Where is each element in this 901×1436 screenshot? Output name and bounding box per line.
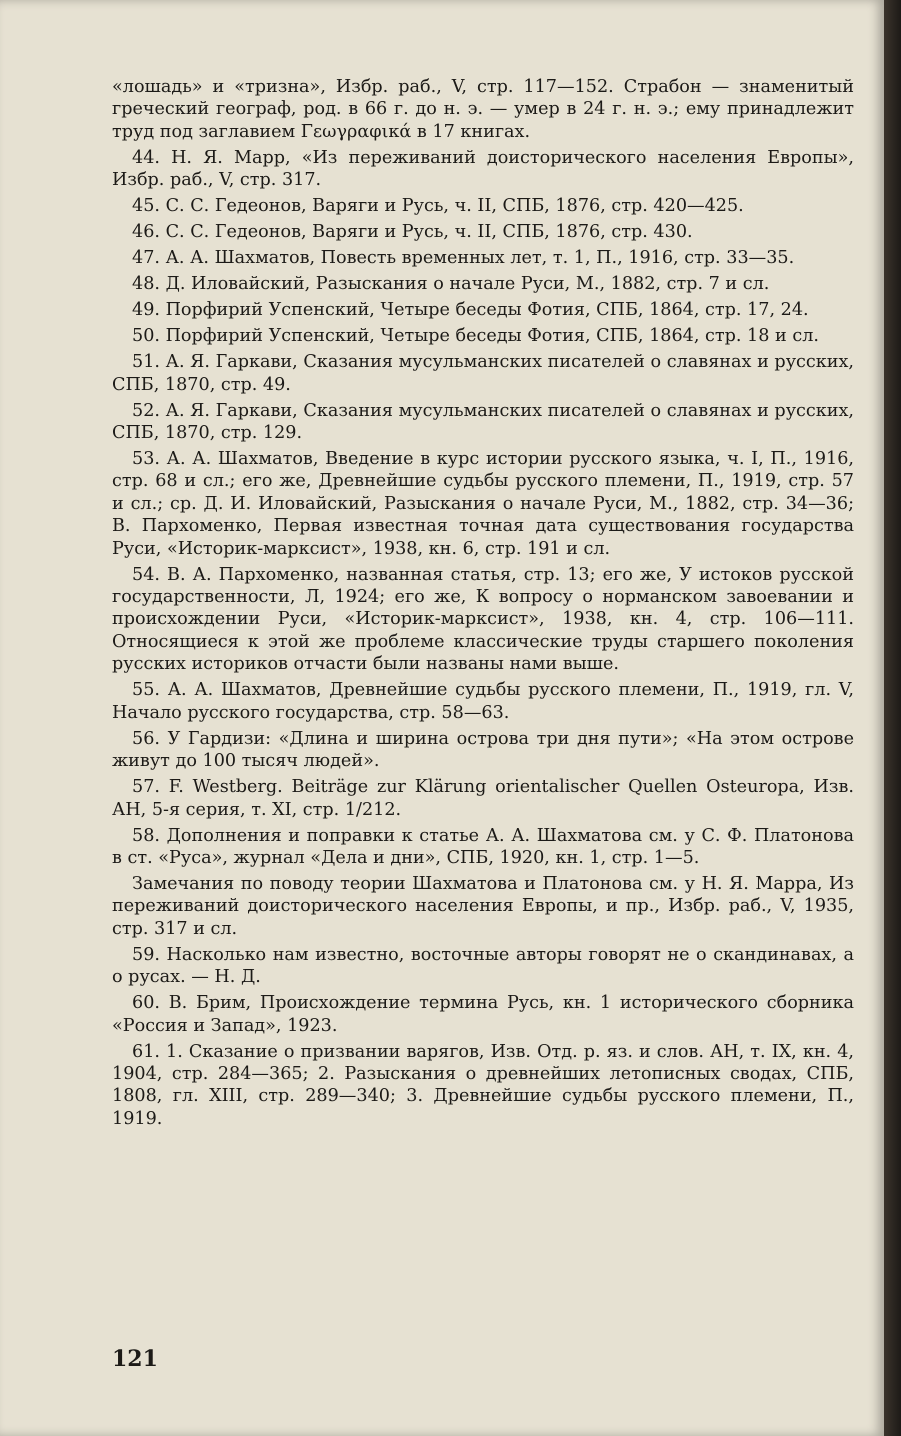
footnote-45: 45. С. С. Гедеонов, Варяги и Русь, ч. II, СПБ, 1876, стр. 420—425. <box>132 196 744 217</box>
footnote-48: 48. Д. Иловайский, Разыскания о начале Руси, М., 1882, стр. 7 и сл. <box>132 274 770 295</box>
footnote-58-remark: Замечания по поводу теории Шахматова и Платонова см. у Н. Я. Марра, Из переживаний доисторического населения Европы, и пр., Избр. раб., V, 1935, стр. 317 и сл. <box>112 873 854 939</box>
footnote-49: 49. Порфирий Успенский, Четыре беседы Фотия, СПБ, 1864, стр. 17, 24. <box>132 300 809 321</box>
footnote-47: 47. А. А. Шахматов, Повесть временных лет, т. 1, П., 1916, стр. 33—35. <box>132 248 795 269</box>
footnote-57: 57. F. Westberg. Beiträge zur Klärung orientalischer Quellen Osteuropa, Изв. АН, 5-я серия, т. XI, стр. 1/212. <box>112 777 854 820</box>
footnote-51: 51. А. Я. Гаркави, Сказания мусульманских писателей о славянах и русских, СПБ, 1870, стр. 49. <box>112 352 854 395</box>
footnote-52: 52. А. Я. Гаркави, Сказания мусульманских писателей о славянах и русских, СПБ, 1870, стр. 129. <box>112 400 854 444</box>
footnote-50: 50. Порфирий Успенский, Четыре беседы Фотия, СПБ, 1864, стр. 18 и сл. <box>132 326 819 347</box>
footnotes-text <box>112 76 854 1134</box>
footnote-56: 56. У Гардизи: «Длина и ширина острова три дня пути»; «На этом острове живут до 100 тысяч людей». <box>112 728 854 772</box>
footnote-60: 60. В. Брим, Происхождение термина Русь, кн. 1 исторического сборника «Россия и Запад», 1923. <box>112 993 854 1036</box>
footnote-59: 59. Насколько нам известно, восточные авторы говорят не о скандинавах, а о русах. — Н. Д. <box>112 944 854 988</box>
footnote-46: 46. С. С. Гедеонов, Варяги и Русь, ч. II, СПБ, 1876, стр. 430. <box>132 222 693 243</box>
footnote-44: 44. Н. Я. Марр, «Из переживаний доисторического населения Европы», Избр. раб., V, стр. 317. <box>112 147 854 191</box>
page-number: 121 <box>112 1346 158 1372</box>
book-spine-edge <box>884 0 901 1436</box>
footnote-61: 61. 1. Сказание о призвании варягов, Изв. Отд. р. яз. и слов. АН, т. IX, кн. 4, 1904, стр. 284—365; 2. Разыскания о древнейших летописных сводах, СПБ, 1808, гл. XIII, стр. 289—340; 3. Древнейшие судьбы русского племени, П., 1919. <box>112 1041 854 1129</box>
footnote-58: 58. Дополнения и поправки к статье А. А. Шахматова см. у С. Ф. Платонова в ст. «Руса», журнал «Дела и дни», СПБ, 1920, кн. 1, стр. 1—5. <box>112 825 854 868</box>
footnote-continuation: «лошадь» и «тризна», Избр. раб., V, стр. 117—152. Страбон — знаменитый греческий географ, род. в 66 г. до н. э. — умер в 24 г. н. э.; ему принадлежит труд под заглавием Γεωγραφικά в 17 книгах. <box>112 77 854 142</box>
footnote-53: 53. А. А. Шахматов, Введение в курс истории русского языка, ч. I, П., 1916, стр. 68 и сл.; его же, Древнейшие судьбы русского племени, П., 1919, стр. 57 и сл.; ср. Д. И. Иловайский, Разыскания о начале Руси, М., 1882, стр. 34—36; В. Пархоменко, Первая известная точная дата существования государства Руси, «Историк-марксист», 1938, кн. 6, стр. 191 и сл. <box>112 449 854 559</box>
footnote-55: 55. А. А. Шахматов, Древнейшие судьбы русского племени, П., 1919, гл. V, Начало русского государства, стр. 58—63. <box>112 680 854 723</box>
footnote-54: 54. В. А. Пархоменко, названная статья, стр. 13; его же, У истоков русской государственности, Л, 1924; его же, К вопросу о норманском завоевании и происхождении Руси, «Историк-марксист», 1938, кн. 4, стр. 106—111. Относящиеся к этой же проблеме классические труды старшего поколения русских историков отчасти были названы нами выше. <box>112 564 854 675</box>
